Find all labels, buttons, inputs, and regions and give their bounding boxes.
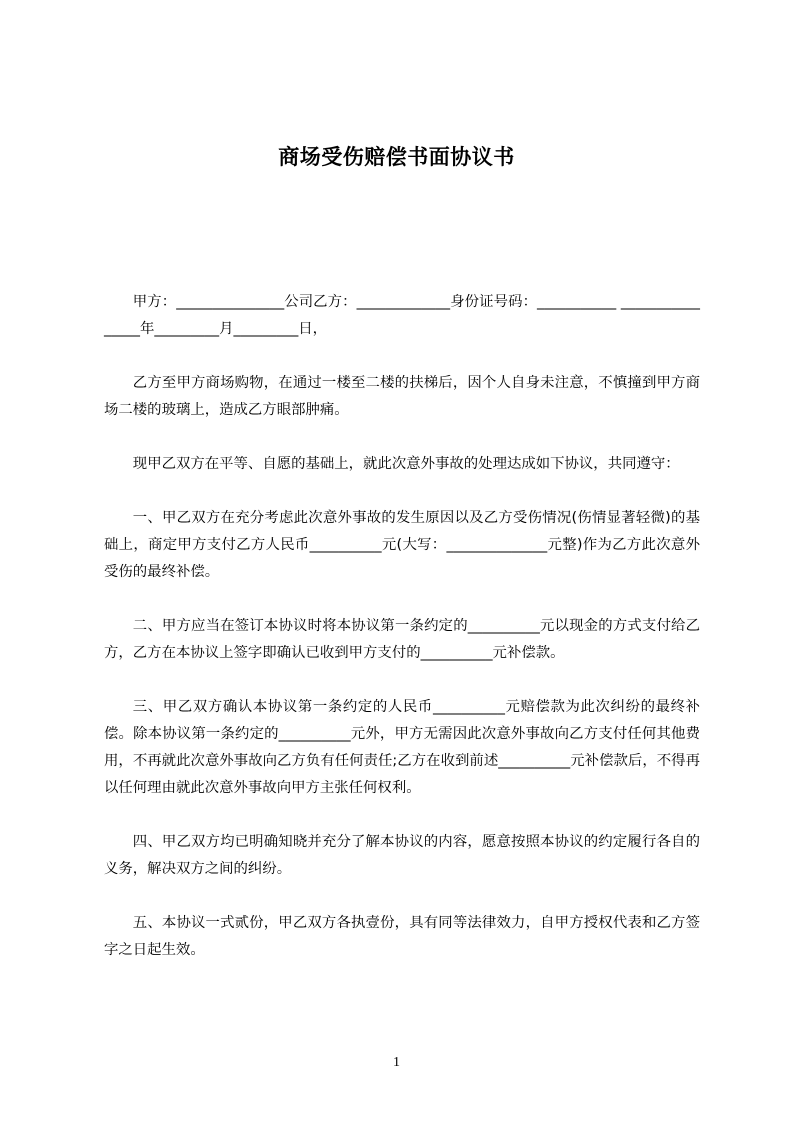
clause-5-paragraph: 五、本协议一式贰份，甲乙双方各执壹份，具有同等法律效力，自甲方授权代表和乙方签字之日起生效。: [104, 915, 700, 958]
clause-4-paragraph: 四、甲乙双方均已明确知晓并充分了解本协议的内容，愿意按照本协议的约定履行各自的义务，解决双方之间的纠纷。: [104, 834, 700, 877]
clause-2-paragraph: 二、甲方应当在签订本协议时将本协议第一条约定的__________元以现金的方式支付给乙方，乙方在本协议上签字即确认已收到甲方支付的__________元补偿款。: [104, 618, 700, 661]
clause-1-paragraph: 一、甲乙双方在充分考虑此次意外事故的发生原因以及乙方受伤情况(伤情显著轻微)的基础上，商定甲方支付乙方人民币__________元(大写：______________元整)作为乙方此次意外受伤的最终补偿。: [104, 510, 700, 580]
page-number: 1: [393, 1055, 400, 1070]
clause-3-paragraph: 三、甲乙双方确认本协议第一条约定的人民币__________元赔偿款为此次纠纷的最终补偿。除本协议第一条约定的__________元外，甲方无需因此次意外事故向乙方支付任何其他费用，不再就此次意外事故向乙方负有任何责任;乙方在收到前述__________元补偿款后，不得再以任何理由就此次意外事故向甲方主张任何权利。: [104, 699, 700, 796]
incident-paragraph: 乙方至甲方商场购物，在通过一楼至二楼的扶梯后，因个人自身未注意，不慎撞到甲方商场二楼的玻璃上，造成乙方眼部肿痛。: [104, 375, 700, 418]
agreement-intro-paragraph: 现甲乙双方在平等、自愿的基础上，就此次意外事故的处理达成如下协议，共同遵守：: [132, 456, 680, 472]
document-title: 商场受伤赔偿书面协议书: [278, 145, 515, 169]
document-body: [104, 289, 700, 964]
parties-paragraph: 甲方：_______________公司乙方：_____________身份证号码：___________ ________________年_________月_________日，: [104, 294, 700, 337]
